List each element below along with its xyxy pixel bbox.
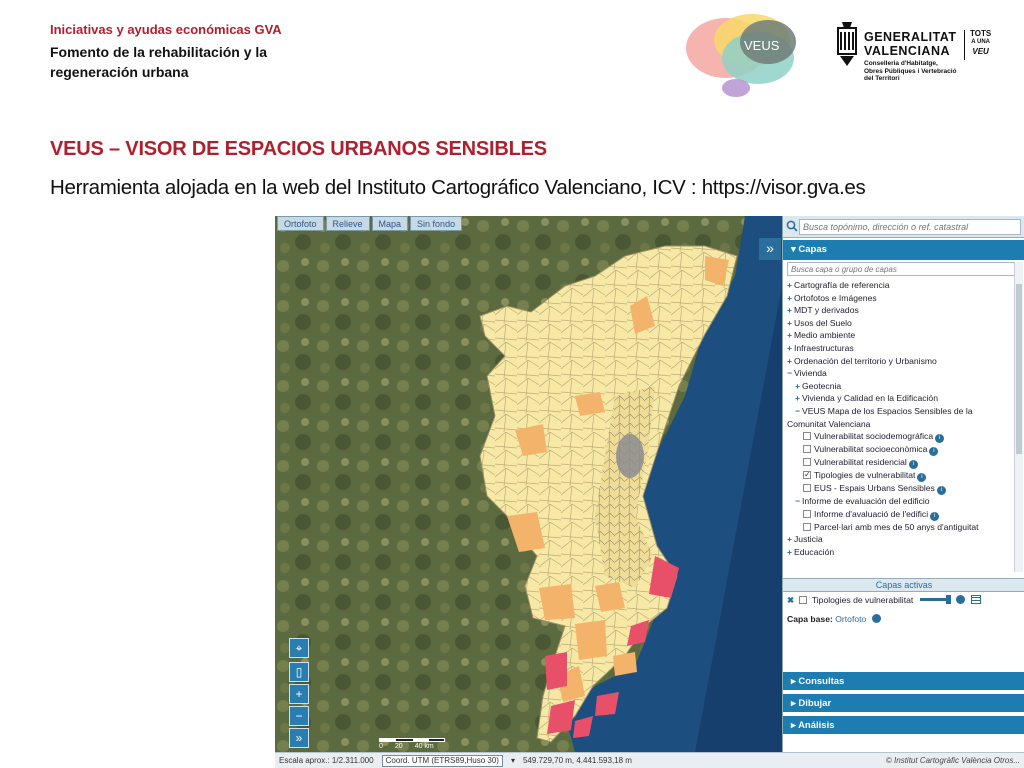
logo-divider: [964, 30, 965, 60]
collapse-icon[interactable]: −: [795, 496, 801, 507]
search-icon: [786, 220, 798, 232]
layer-checkbox[interactable]: [803, 432, 811, 440]
expand-icon[interactable]: +: [787, 280, 793, 290]
layer-tree-item[interactable]: [787, 546, 1012, 559]
layer-tree-item[interactable]: [787, 405, 1012, 418]
info-icon[interactable]: i: [917, 473, 926, 482]
header-title: Fomento de la rehabilitación y la regeneración urbana: [50, 44, 268, 80]
layer-tree-item[interactable]: [787, 495, 1012, 508]
basemap-sin-fondo-button[interactable]: Sin fondo: [410, 216, 462, 231]
generalitat-logo: [836, 20, 1016, 90]
layer-label: Vivienda: [794, 368, 827, 379]
gva-name-2: VALENCIANA: [864, 44, 951, 58]
remove-layer-icon[interactable]: ✖: [787, 595, 795, 605]
zoom-out-button[interactable]: −: [289, 706, 309, 726]
layer-label: Justicia: [794, 534, 823, 545]
expand-icon[interactable]: +: [787, 305, 793, 316]
layer-tree-item[interactable]: [787, 418, 1012, 431]
generalitat-shield-icon: [836, 20, 858, 68]
info-icon[interactable]: i: [935, 434, 944, 443]
layer-checkbox[interactable]: [803, 471, 811, 479]
info-icon[interactable]: i: [929, 447, 938, 456]
conselleria-line-2: Obres Públiques i Vertebració: [864, 67, 957, 75]
layer-tree-item[interactable]: [787, 508, 1012, 521]
layer-tree-item[interactable]: [787, 482, 1012, 495]
layer-tree-item[interactable]: [787, 292, 1012, 305]
layer-tree-item[interactable]: [787, 392, 1012, 405]
layer-tree-item[interactable]: [787, 367, 1012, 380]
info-icon[interactable]: i: [937, 486, 946, 495]
section-heading: VEUS – VISOR DE ESPACIOS URBANOS SENSIBLES: [50, 138, 547, 160]
search-bar: [783, 216, 1024, 238]
collapse-icon[interactable]: −: [787, 368, 793, 379]
layer-label: Tipologies de vulnerabilitat: [814, 470, 916, 481]
basemap-relieve-button[interactable]: Relieve: [326, 216, 370, 231]
layer-label: Ortofotos e Imágenes: [794, 292, 877, 303]
layer-tree-item[interactable]: [787, 443, 1012, 456]
basemap-ortofoto-button[interactable]: Ortofoto: [277, 216, 324, 231]
legend-icon[interactable]: [971, 595, 981, 604]
expand-icon[interactable]: +: [787, 534, 793, 545]
scale-label-40: 40 km: [414, 743, 434, 750]
coords-readout: 549.729,70 m, 4.441.593,18 m: [522, 756, 632, 765]
layer-label: Educación: [794, 546, 835, 557]
layer-tree: [787, 279, 1012, 573]
layer-label: Informe de evaluación del edificio: [802, 496, 930, 507]
layer-label: MDT y derivados: [794, 305, 859, 316]
info-icon[interactable]: [956, 595, 965, 604]
layer-label: Infraestructuras: [794, 342, 854, 353]
layer-tree-item[interactable]: [787, 430, 1012, 443]
scale-label-20: 20: [394, 743, 403, 750]
layer-tree-item[interactable]: [787, 533, 1012, 546]
conselleria-line-1: Conselleria d'Habitatge,: [864, 60, 938, 67]
layer-checkbox[interactable]: [803, 445, 811, 453]
collapse-panel-icon[interactable]: »: [759, 238, 781, 260]
expand-icon[interactable]: +: [787, 330, 793, 341]
active-layer-checkbox[interactable]: [799, 596, 807, 604]
tots-line-3: VEU: [972, 47, 989, 56]
layer-label: Vivienda y Calidad en la Edificación: [802, 393, 938, 404]
basemap-switcher: [277, 216, 462, 231]
analisis-label: Análisis: [798, 720, 835, 731]
layer-checkbox[interactable]: [803, 458, 811, 466]
layers-panel: [766, 216, 1024, 752]
layer-label: Medio ambiente: [794, 330, 856, 341]
layer-label: Vulnerabilitat socioeconòmica: [814, 444, 928, 455]
dibujar-accordion[interactable]: ▸ Dibujar: [783, 692, 1024, 712]
basemap-mapa-button[interactable]: Mapa: [372, 216, 409, 231]
layer-label: Vulnerabilitat residencial: [814, 457, 907, 468]
map-credit: © Institut Cartogràfic València Otros...: [885, 756, 1020, 765]
scale-bar: [379, 738, 445, 750]
layer-label: Ordenación del territorio y Urbanismo: [794, 355, 937, 366]
consultas-accordion[interactable]: ▸ Consultas: [783, 670, 1024, 690]
active-layer-row: [787, 595, 981, 606]
expand-icon[interactable]: +: [787, 317, 793, 328]
layer-label: Parcel·lari amb mes de 50 anys d'antiguitat: [814, 521, 979, 532]
base-layer-label: Capa base:: [787, 614, 833, 624]
visor-app: [275, 216, 1024, 768]
status-bar: [275, 752, 1024, 768]
base-layer-value[interactable]: Ortofoto: [835, 614, 867, 624]
layer-tree-item[interactable]: [787, 380, 1012, 393]
zoom-in-button[interactable]: +: [289, 684, 309, 704]
collapse-icon[interactable]: −: [795, 405, 801, 416]
opacity-slider[interactable]: [920, 598, 948, 601]
locate-icon[interactable]: ⌖: [289, 638, 309, 658]
layer-label: Informe d'avaluació de l'edifici: [814, 508, 929, 519]
place-search-input[interactable]: [799, 219, 1021, 235]
veus-logo-text: VEUS: [744, 38, 780, 53]
layer-tree-item[interactable]: [787, 355, 1012, 368]
layer-tree-item[interactable]: [787, 342, 1012, 355]
info-icon[interactable]: i: [909, 460, 918, 469]
layer-label: Usos del Suelo: [794, 317, 852, 328]
layer-tree-item[interactable]: [787, 456, 1012, 469]
tots-line-1: TOTS: [970, 29, 992, 38]
layer-label: VEUS Mapa de los Espacios Sensibles de la: [802, 405, 973, 416]
capas-header[interactable]: ▾ Capas: [783, 240, 1024, 260]
expand-icon[interactable]: +: [787, 342, 793, 353]
veus-logo: [684, 10, 800, 100]
layer-label: Comunitat Valenciana: [787, 418, 871, 429]
header-subtitle: Iniciativas y ayudas económicas GVA: [50, 22, 282, 37]
bookmark-icon[interactable]: ▯: [289, 662, 309, 682]
expand-icon[interactable]: +: [795, 393, 801, 404]
expand-icon[interactable]: +: [787, 292, 793, 303]
expand-icon[interactable]: »: [289, 728, 309, 748]
analisis-accordion[interactable]: ▸ Análisis: [783, 714, 1024, 734]
tots-line-2: A UNA: [971, 39, 990, 45]
layer-tree-item[interactable]: [787, 469, 1012, 482]
layer-tree-item[interactable]: [787, 304, 1012, 317]
expand-icon[interactable]: +: [787, 546, 793, 557]
info-icon[interactable]: i: [930, 512, 939, 521]
layer-label: Cartografía de referencia: [794, 280, 890, 290]
layer-tree-item[interactable]: [787, 329, 1012, 342]
scale-text: Escala aprox.: 1/2.311.000: [279, 756, 374, 765]
scale-label-0: 0: [379, 743, 383, 750]
base-layer-row: [787, 614, 881, 624]
layer-tree-scrollbar[interactable]: [1014, 262, 1023, 572]
expand-icon[interactable]: +: [795, 380, 801, 391]
dibujar-label: Dibujar: [798, 698, 832, 709]
layer-tree-item[interactable]: [787, 317, 1012, 330]
section-description: Herramienta alojada en la web del Instituto Cartográfico Valenciano, ICV : https://visor.gva.es: [50, 176, 866, 199]
base-info-icon[interactable]: [872, 614, 881, 623]
active-layers-header: Capas activas: [783, 578, 1024, 592]
layer-search-input[interactable]: [787, 262, 1021, 276]
expand-icon[interactable]: +: [787, 355, 793, 366]
layer-checkbox[interactable]: [803, 484, 811, 492]
layer-label: Geotecnia: [802, 380, 842, 391]
layer-checkbox[interactable]: [803, 523, 811, 531]
active-layer-name: Tipologies de vulnerabilitat: [811, 595, 914, 605]
layer-tree-item[interactable]: [787, 521, 1012, 534]
layer-checkbox[interactable]: [803, 510, 811, 518]
coord-system-select[interactable]: Coord. UTM (ETRS89,Huso 30): [382, 755, 503, 767]
dropdown-arrow-icon[interactable]: ▾: [510, 756, 515, 765]
consultas-label: Consultas: [798, 676, 845, 687]
conselleria-line-3: del Territori: [864, 75, 900, 82]
layer-label: EUS - Espais Urbans Sensibles: [814, 483, 935, 494]
layer-tree-item[interactable]: [787, 279, 1012, 292]
layer-label: Vulnerabilitat sociodemográfica: [814, 431, 934, 442]
gva-name-1: GENERALITAT: [864, 30, 957, 44]
